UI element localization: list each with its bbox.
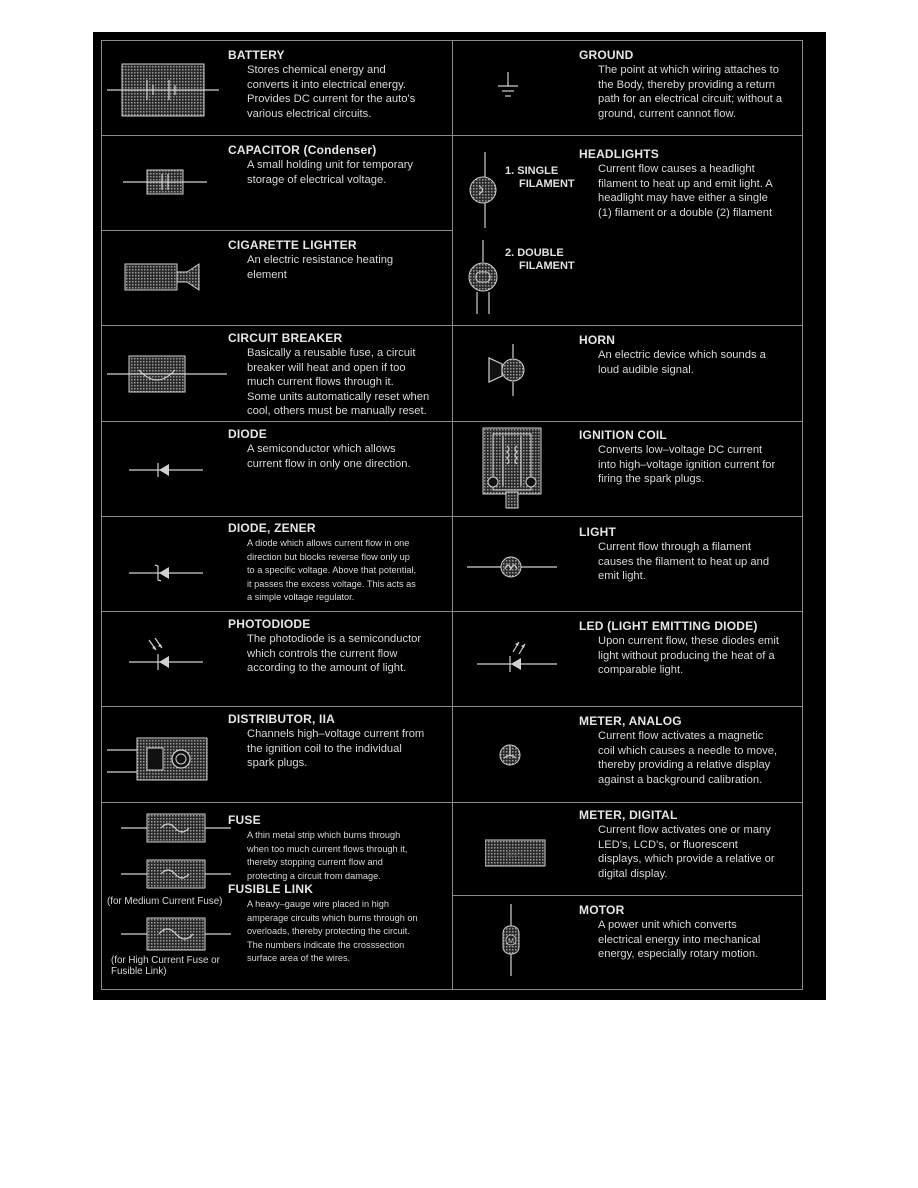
desc-line: An electric device which sounds a [598,349,766,361]
fuse-medium-symbol [121,858,231,890]
meter-digital-desc [598,823,775,881]
desc-line: much current flows through it. [247,376,394,389]
desc-line: A heavy–gauge wire placed in high [247,899,389,909]
ground-desc [598,63,782,121]
headlights-title: HEADLIGHTS [579,147,659,161]
desc-line: Stores chemical energy and [247,64,386,76]
zener-diode-symbol [129,562,203,584]
desc-line: LED's, LCD's, or fluorescent [598,838,738,851]
horn-symbol [483,344,531,396]
meter-digital-title: METER, DIGITAL [579,808,678,822]
desc-line: emit light. [598,570,646,583]
desc-line: which controls the current flow [247,647,398,660]
cigarette-lighter-desc [247,253,393,282]
motor-letter: M [508,938,514,945]
horn-title: HORN [579,333,616,347]
capacitor-desc [247,158,413,187]
photodiode-desc [247,632,421,676]
meter-analog-title: METER, ANALOG [579,714,682,728]
desc-line: The point at which wiring attaches to [598,64,779,76]
desc-line: current flow in only one direction. [247,457,411,470]
diode-title: DIODE [228,427,268,441]
desc-line: energy, especially rotary motion. [598,948,759,961]
motor-desc [598,918,760,962]
desc-line: A semiconductor which allows [247,443,396,455]
desc-line: Basically a reusable fuse, a circuit [247,347,416,359]
fuse-high-caption [111,955,220,977]
desc-line: overloads, thereby protecting the circuit. [247,926,410,937]
ground-symbol [496,72,520,102]
circuit-breaker-title: CIRCUIT BREAKER [228,331,343,345]
single-filament-label [505,165,575,191]
desc-line: A diode which allows current flow in one [247,538,410,548]
desc-line: Current flow causes a headlight [598,163,755,175]
desc-line: breaker will heat and open if too [247,361,406,374]
desc-line: A thin metal strip which burns through [247,830,401,840]
desc-line: light without producing the heat of a [598,649,775,662]
desc-line: digital display. [598,867,668,880]
fuse-desc [247,829,407,883]
cigarette-lighter-title: CIGARETTE LIGHTER [228,238,357,252]
desc-line: Channels high–voltage current from [247,728,425,740]
desc-line: causes the filament to heat up and [598,555,770,568]
desc-line: Upon current flow, these diodes emit [598,635,779,647]
desc-line: the Body, thereby providing a return [598,78,776,91]
light-desc [598,540,769,584]
meter-analog-desc [598,729,777,787]
fusible-link-symbol [121,916,231,952]
light-title: LIGHT [579,525,616,539]
desc-line: (1) filament or a double (2) filament [598,206,773,219]
led-symbol [477,638,557,674]
desc-line: amperage circuits which burns through on [247,912,418,923]
desc-line: element [247,268,287,281]
led-desc [598,634,779,678]
desc-line: the ignition coil to the individual [247,742,402,755]
desc-line: loud audible signal. [598,363,694,376]
photodiode-title: PHOTODIODE [228,617,311,631]
desc-line: protecting a circuit from damage. [247,870,381,881]
caption-line: Fusible Link) [111,966,167,977]
desc-line: it passes the excess voltage. This acts as [247,578,416,589]
photodiode-symbol [129,638,203,672]
desc-line: displays, which provide a relative or [598,853,775,866]
desc-line: Current flow through a filament [598,541,751,553]
desc-line: ground, current cannot flow. [598,107,737,120]
motor-symbol [497,904,525,976]
battery-desc [247,63,415,121]
desc-line: into high–voltage ignition current for [598,458,776,471]
caption-line: (for High Current Fuse or [111,955,220,966]
label-line: FILAMENT [519,260,575,272]
battery-symbol [107,60,219,120]
desc-line: to a specific voltage. Above that potential, [247,565,417,576]
circuit-breaker-desc [247,346,429,419]
ground-title: GROUND [579,48,634,62]
ignition-coil-title: IGNITION COIL [579,428,667,442]
distributor-title: DISTRIBUTOR, IIA [228,712,335,726]
horn-desc [598,348,766,377]
meter-digital-text: FUEL [506,852,524,859]
desc-line: filament to heat up and emit light. A [598,177,773,190]
diode-symbol [129,460,203,480]
ignition-coil-desc [598,443,775,487]
desc-line: converts it into electrical energy. [247,78,406,91]
desc-line: headlight may have either a single [598,192,768,205]
desc-line: storage of electrical voltage. [247,173,387,186]
fuse-title: FUSE [228,813,261,827]
desc-line: thereby stopping current flow and [247,857,383,868]
label-line: 1. SINGLE [505,165,559,177]
meter-digital-symbol [485,838,547,868]
desc-line: thereby providing a relative display [598,759,771,772]
desc-line: spark plugs. [247,757,308,770]
headlights-desc [598,162,773,220]
zener-desc [247,537,416,605]
motor-title: MOTOR [579,903,625,917]
zener-title: DIODE, ZENER [228,521,316,535]
meter-analog-symbol [497,742,523,768]
desc-line: electrical energy into mechanical [598,933,761,946]
fuse-symbol [121,812,231,844]
desc-line: Provides DC current for the auto's [247,93,416,106]
ignition-coil-symbol [481,426,545,510]
desc-line: a simple voltage regulator. [247,592,355,603]
desc-line: A power unit which converts [598,919,737,931]
desc-line: A small holding unit for temporary [247,159,414,171]
battery-title: BATTERY [228,48,285,62]
fusible-link-desc [247,898,418,966]
desc-line: against a background calibration. [598,773,763,786]
headlight-double-symbol [467,240,503,314]
double-filament-label [505,247,575,273]
capacitor-symbol [123,164,207,200]
desc-line: path for an electrical circuit; without a [598,93,783,106]
desc-line: Converts low–voltage DC current [598,444,763,456]
label-line: 2. DOUBLE [505,247,564,259]
headlight-single-symbol [467,152,503,228]
diode-desc [247,442,411,471]
desc-line: coil which causes a needle to move, [598,744,778,757]
fuse-medium-caption: (for Medium Current Fuse) [107,896,223,907]
symbol-chart [93,32,826,1000]
desc-line: surface area of the wires. [247,953,351,964]
distributor-desc [247,727,424,771]
led-title: LED (LIGHT EMITTING DIODE) [579,619,758,633]
desc-line: Current flow activates a magnetic [598,730,764,742]
desc-line: various electrical circuits. [247,107,372,120]
desc-line: Current flow activates one or many [598,824,771,836]
capacitor-title: CAPACITOR (Condenser) [228,143,377,157]
fusible-link-title: FUSIBLE LINK [228,882,314,896]
desc-line: An electric resistance heating [247,254,394,266]
desc-line: The photodiode is a semiconductor [247,633,422,645]
label-line: FILAMENT [519,178,575,190]
desc-line: according to the amount of light. [247,662,407,675]
distributor-symbol [107,734,211,784]
desc-line: cool, others must be manually reset. [247,405,427,418]
desc-line: when too much current flows through it, [247,843,408,854]
light-symbol [467,551,557,583]
desc-line: Some units automatically reset when [247,390,430,403]
desc-line: The numbers indicate the crosssection [247,939,405,950]
cigarette-lighter-symbol [123,260,203,296]
circuit-breaker-symbol [107,352,227,396]
desc-line: comparable light. [598,664,684,677]
desc-line: direction but blocks reverse flow only up [247,551,410,562]
desc-line: firing the spark plugs. [598,473,705,486]
